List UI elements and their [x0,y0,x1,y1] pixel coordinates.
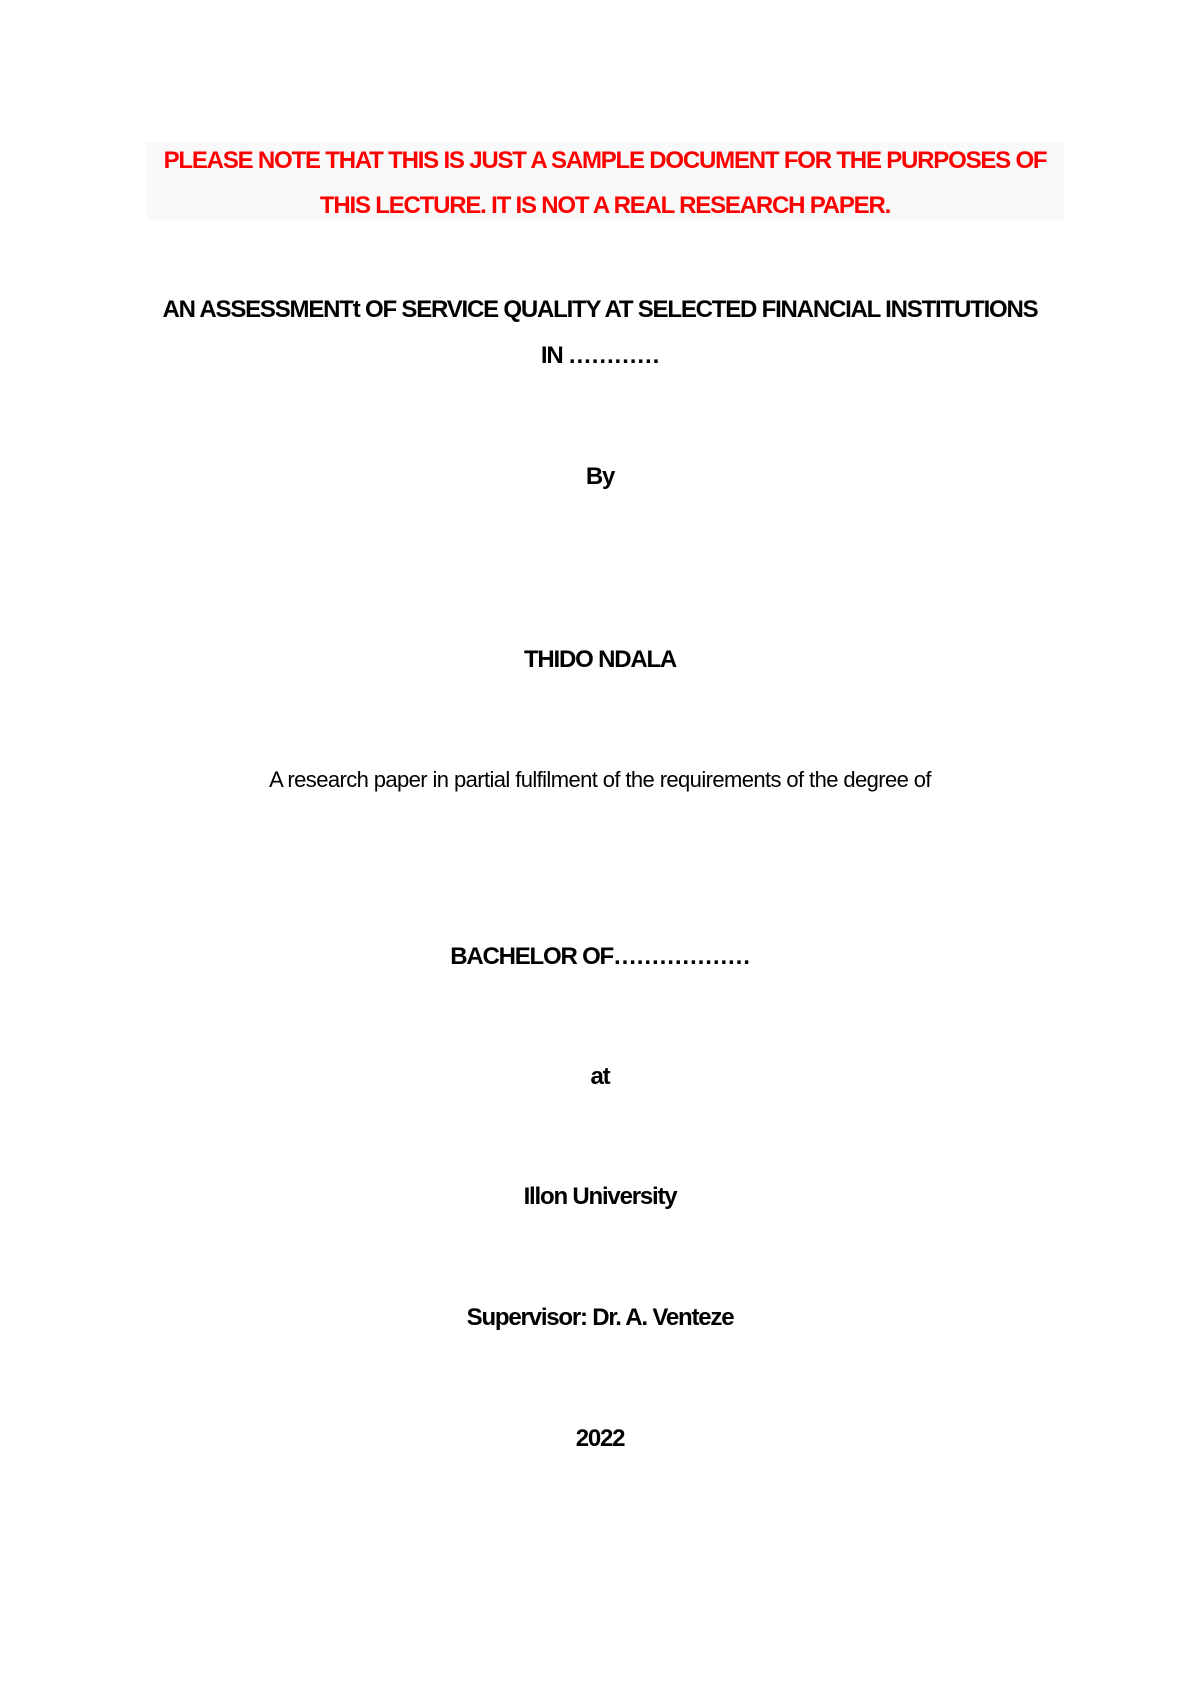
sample-notice-line-2: THIS LECTURE. IT IS NOT A REAL RESEARCH PAPER. [319,192,891,219]
author-name: THIDO NDALA [523,646,677,673]
supervisor-line: Supervisor: Dr. A. Venteze [466,1304,734,1331]
by-label: By [585,463,615,490]
paper-title-line-2: IN ………… [540,342,660,369]
degree-name: BACHELOR OF……………… [450,943,750,970]
year: 2022 [575,1425,625,1452]
at-label: at [590,1063,610,1090]
university-name: Illon University [523,1183,677,1210]
paper-title-line-1: AN ASSESSMENTt OF SERVICE QUALITY AT SELECTED FINANCIAL INSTITUTIONS [162,296,1038,323]
degree-description: A research paper in partial fulfilment of the requirements of the degree of [269,767,931,792]
sample-notice-line-1: PLEASE NOTE THAT THIS IS JUST A SAMPLE DOCUMENT FOR THE PURPOSES OF [163,147,1047,174]
